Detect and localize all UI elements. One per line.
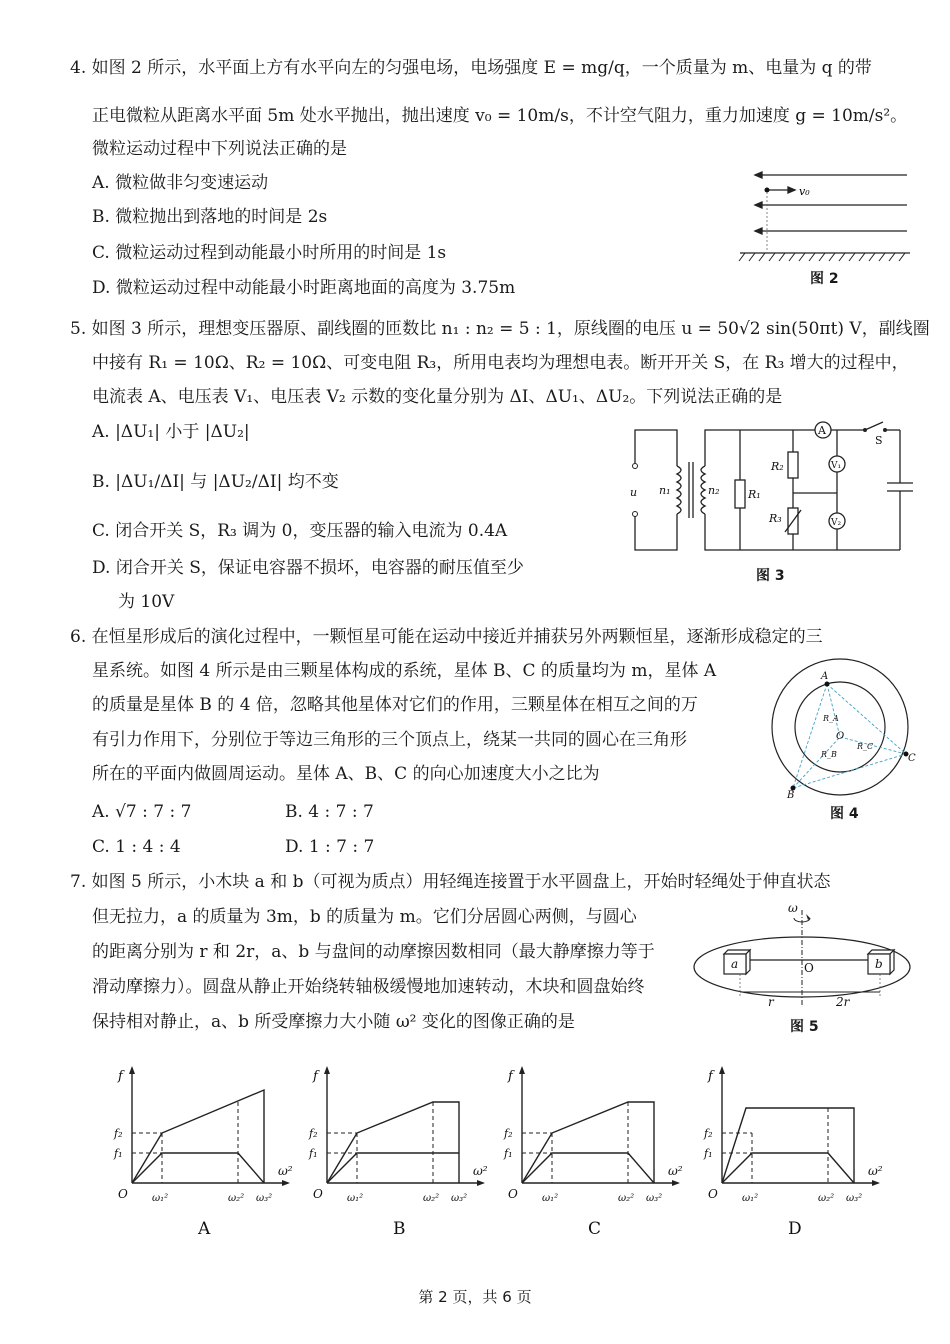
rc-label: R_C [857,742,874,751]
option-label: D [788,1219,802,1239]
origin-label: O [118,1187,128,1201]
v1-label: V₁ [831,461,842,471]
q6-option-c: C. 1 : 4 : 4 [92,837,181,857]
q5-line-2: 中接有 R₁ = 10Ω、R₂ = 10Ω、可变电阻 R₃，所用电表均为理想电表。断开开关 S，在 R₃ 增大的过程中， [92,353,909,373]
curve-a [327,1102,459,1183]
f1-label: f₁ [504,1147,513,1160]
center-o-label: O [836,731,845,742]
f2-label: f₂ [114,1127,123,1140]
w-axis-label: ω² [473,1164,488,1178]
q6-line-4: 有引力作用下，分别位于等边三角形的三个顶点上，绕某一共同的圆心在三角形 [92,730,687,750]
q5-option-a: A. |ΔU₁| 小于 |ΔU₂| [92,422,250,442]
q4-line-3: 微粒运动过程中下列说法正确的是 [92,139,347,159]
rb-label: R_B [821,750,837,759]
curve-b [327,1153,459,1183]
graph-option-a [110,1058,300,1252]
w2-label: ω₂² [423,1193,440,1204]
option-label: B [393,1219,406,1239]
f1-label: f₁ [704,1147,713,1160]
w3-label: ω₃² [646,1193,663,1204]
origin-label: O [313,1187,323,1201]
w2-label: ω₂² [618,1193,635,1204]
w-axis-label: ω² [868,1164,883,1178]
curve-a [132,1090,264,1183]
q5-option-d: D. 闭合开关 S，保证电容器不损坏，电容器的耐压值至少 [92,558,524,578]
block-b-label: b [875,957,883,971]
curve-b [722,1153,854,1183]
f-axis-label: f [313,1069,318,1084]
x-axis-arrow [872,1180,880,1186]
graph-option-b [305,1058,495,1252]
r-label: r [768,995,774,1009]
q5-line-1: 5. 如图 3 所示，理想变压器原、副线圈的匝数比 n₁ : n₂ = 5 : 1，原线圈的电压 u = 50√2 sin(50πt) V，副线圈 [70,319,930,339]
x-axis-arrow [282,1180,290,1186]
w2-label: ω₂² [818,1193,835,1204]
y-axis-arrow [719,1066,725,1074]
q7-line-2: 但无拉力，a 的质量为 3m，b 的质量为 m。它们分居圆心两侧，与圆心 [92,907,637,927]
r2-label: R₂ [771,460,784,473]
switch-label: S [875,434,883,447]
origin-label: O [708,1187,718,1201]
f-axis-label: f [508,1069,513,1084]
q5-line-3: 电流表 A、电压表 V₁、电压表 V₂ 示数的变化量分别为 ΔI、ΔU₁、ΔU₂。下列说法正确的是 [92,387,783,407]
figure-2-electric-field [735,165,915,270]
figure-4-three-star [765,655,925,800]
v2-label: V₂ [831,518,842,528]
f2-label: f₂ [704,1127,713,1140]
w3-label: ω₃² [256,1193,273,1204]
q4-option-a: A. 微粒做非匀变速运动 [92,173,269,193]
w-axis-label: ω² [668,1164,683,1178]
q4-option-b: B. 微粒抛出到落地的时间是 2s [92,207,328,227]
f1-label: f₁ [114,1147,123,1160]
n2-label: n₂ [708,484,720,497]
w1-label: ω₁² [742,1193,759,1204]
curve-b [522,1153,654,1183]
q4-option-d: D. 微粒运动过程中动能最小时距离地面的高度为 3.75m [92,278,516,298]
y-axis-arrow [129,1066,135,1074]
figure-3-caption: 图 3 [756,568,785,584]
page-footer: 第 2 页，共 6 页 [418,1288,532,1306]
f2-label: f₂ [309,1127,318,1140]
figure-4-caption: 图 4 [830,806,859,822]
ammeter-label: A [818,424,826,437]
f2-label: f₂ [504,1127,513,1140]
q7-line-4: 滑动摩擦力）。圆盘从静止开始绕转轴极缓慢地加速转动，木块和圆盘始终 [92,977,645,997]
q7-line-5: 保持相对静止，a、b 所受摩擦力大小随 ω² 变化的图像正确的是 [92,1012,575,1032]
figure-5-disk [688,900,916,1015]
option-label: A [198,1219,211,1239]
star-a-label: A [821,671,829,682]
w3-label: ω₃² [846,1193,863,1204]
f-axis-label: f [118,1069,123,1084]
u-label: u [630,486,638,499]
disk-center-label: O [804,961,814,975]
w1-label: ω₁² [152,1193,169,1204]
w2-label: ω₂² [228,1193,245,1204]
q5-option-b: B. |ΔU₁/ΔI| 与 |ΔU₂/ΔI| 均不变 [92,472,339,492]
q4-option-c: C. 微粒运动过程到动能最小时所用的时间是 1s [92,243,447,263]
star-b-label: B [787,790,795,800]
q6-line-2: 星系统。如图 4 所示是由三颗星体构成的系统，星体 B、C 的质量均为 m，星体 A [92,661,717,681]
q6-option-b: B. 4 : 7 : 7 [285,802,374,822]
ra-label: R_A [823,714,839,723]
q6-line-5: 所在的平面内做圆周运动。星体 A、B、C 的向心加速度大小之比为 [92,764,600,784]
r1-label: R₁ [748,488,761,501]
x-axis-arrow [672,1180,680,1186]
w1-label: ω₁² [542,1193,559,1204]
q6-option-a: A. √7 : 7 : 7 [92,802,192,822]
w1-label: ω₁² [347,1193,364,1204]
curve-a [722,1108,854,1183]
q5-option-c: C. 闭合开关 S，R₃ 调为 0，变压器的输入电流为 0.4A [92,521,508,541]
x-axis-arrow [477,1180,485,1186]
v0-label: v₀ [799,185,810,198]
omega-label: ω [788,901,798,915]
option-label: C [588,1219,602,1239]
2r-label: 2r [836,995,850,1009]
q6-line-1: 6. 在恒星形成后的演化过程中，一颗恒星可能在运动中接近并捕获另外两颗恒星，逐渐形成稳定的三 [70,627,823,647]
q7-line-1: 7. 如图 5 所示，小木块 a 和 b（可视为质点）用轻绳连接置于水平圆盘上，开始时轻绳处于伸直状态 [70,872,831,892]
block-a-label: a [731,957,739,971]
star-c-label: C [908,753,916,764]
graph-option-d [700,1058,890,1252]
q5-option-d-cont: 为 10V [118,592,175,612]
graph-option-c [500,1058,690,1252]
figure-5-caption: 图 5 [790,1019,819,1035]
q7-line-3: 的距离分别为 r 和 2r，a、b 与盘间的动摩擦因数相同（最大静摩擦力等于 [92,942,655,962]
curve-b [132,1153,264,1183]
curve-a [522,1102,654,1183]
q6-line-3: 的质量是星体 B 的 4 倍，忽略其他星体对它们的作用，三颗星体在相互之间的万 [92,695,698,715]
y-axis-arrow [324,1066,330,1074]
r3-label: R₃ [769,512,782,525]
figure-3-circuit [625,418,915,558]
q4-line-2: 正电微粒从距离水平面 5m 处水平抛出，抛出速度 v₀ = 10m/s，不计空气阻力，重力加速度 g = 10m/s²。 [92,106,908,126]
w3-label: ω₃² [451,1193,468,1204]
q4-line-1: 4. 如图 2 所示，水平面上方有水平向左的匀强电场，电场强度 E = mg/q，一个质量为 m、电量为 q 的带 [70,58,872,78]
figure-2-caption: 图 2 [810,271,839,287]
origin-label: O [508,1187,518,1201]
w-axis-label: ω² [278,1164,293,1178]
n1-label: n₁ [659,484,671,497]
f1-label: f₁ [309,1147,318,1160]
y-axis-arrow [519,1066,525,1074]
f-axis-label: f [708,1069,713,1084]
q6-option-d: D. 1 : 7 : 7 [285,837,375,857]
